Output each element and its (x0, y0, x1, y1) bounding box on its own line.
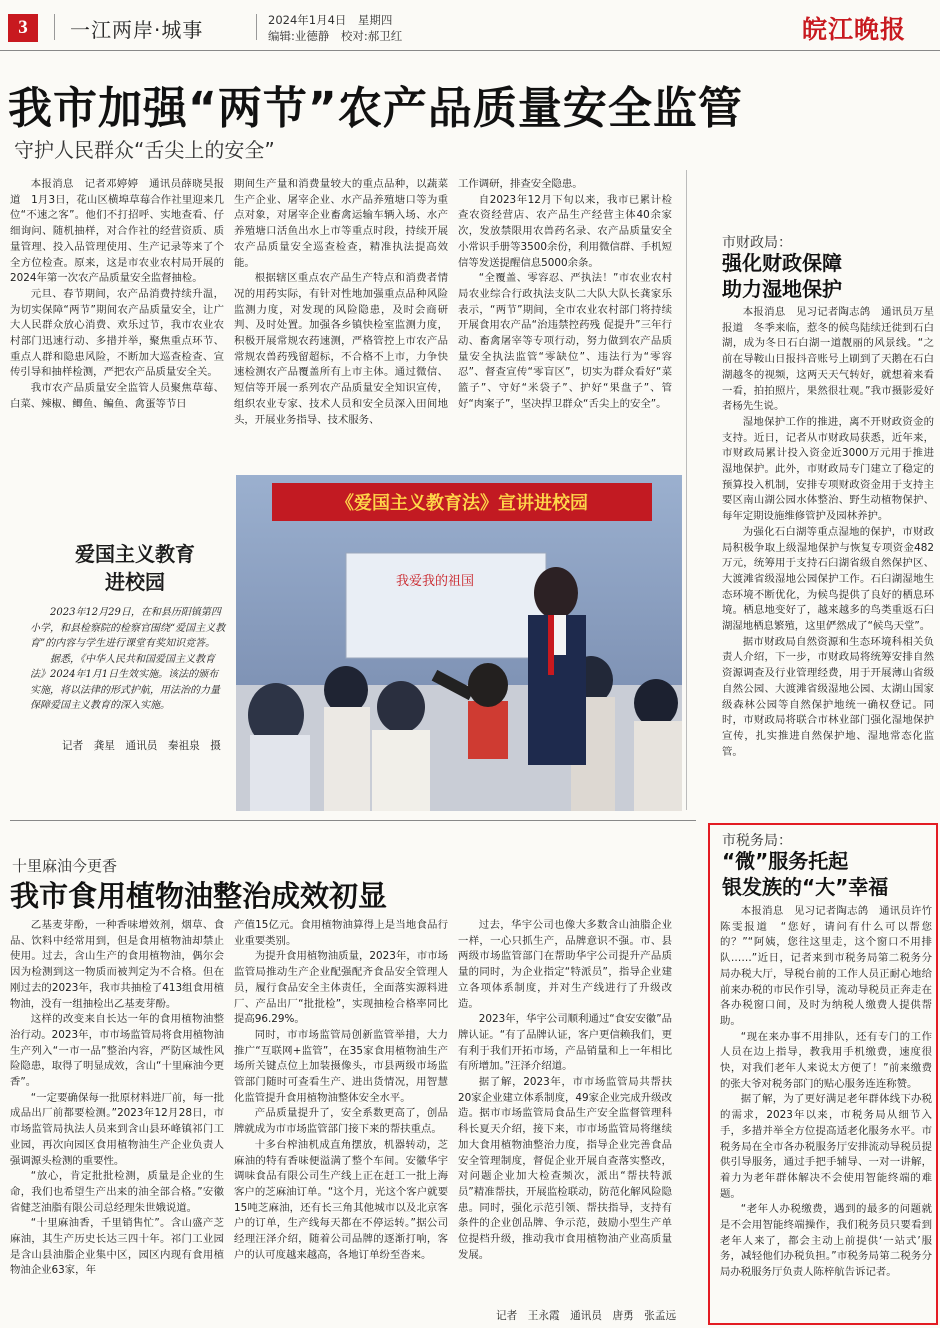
lead-column-2 (234, 177, 448, 439)
paragraph: 根据辖区重点农产品生产特点和消费者情况的用药实际，有针对性地加强重点品种风险监测力度，对发现的风险隐患，及时会商研判、及时处置。加强各乡镇快检室监测力度，积极开展常规农药速测，严格管控上市农产品常规农兽药残留超标，不合格不上市，力争快速检测农产品覆盖所有上市主体。通过微信、短信等开展一系列农产品质量安全知识宣传，组织农业专家、技术人员和安全员深入田间地头，开展业务指导、技术服务、 (234, 272, 448, 426)
paragraph: “全覆盖、零容忍、严执法！”市农业农村局农业综合行政执法支队二大队大队长龚家乐表示，“两节”期间，全市农业农村部门将持续开展食用农产品“治违禁控药残 促提升”三年行动、畜禽屠宰等专项行动，努力做到农产品质量安全执法监管“零缺位”、违法行为“零容忍”、督查宣传“零盲区”，切实为群众看好“菜篮子”、守好“米袋子”、护好“果盘子”、管好“肉案子”，坚决捍卫群众“舌尖上的安全”。 (458, 272, 672, 410)
paragraph: 过去，华宇公司也像大多数含山油脂企业一样，一心只抓生产，品牌意识不强。市、县两级市场监管部门在帮助华宇公司提升产品质量的同时，为企业指定“特派员”，指导企业建立各项体系制度，并对生产线进行了升级改造。 (458, 919, 672, 1010)
paragraph: 为提升食用植物油质量，2023年，市市场监管局推动生产企业配强配齐食品安全管理人员，履行食品安全主体责任，全面落实源料进厂、产品出厂“批批检”，实现抽检合格率同比提高96.29%。 (234, 950, 448, 1026)
oil-column-2 (234, 918, 448, 1326)
oil-headline: 我市食用植物油整治成效初显 (10, 879, 388, 913)
lead-column-3 (458, 177, 672, 439)
masthead-logo: 皖江晚报 (802, 15, 907, 44)
tax-label: 市税务局： (722, 833, 792, 849)
paragraph: 本报消息 见习记者陶志鸽 通讯员万星报道 冬季来临，惹冬的候鸟陆续迁徙到石白湖，成为冬日石白湖一道靓丽的风景线。“之前在导鞍山日报抖音账号上刷到了天鹅在石白湖越冬的视频，这两天天气转好，就想着来看一看，拍拍照片，果然很壮观。”我市摄影爱好者杨先生说。 (722, 306, 934, 413)
paragraph: 湿地保护工作的推进，离不开财政资金的支持。近日，记者从市财政局获悉，近年来，市财政局累计投入资金近3000万元用于推进湿地保护。此外，市财政局专门建立了稳定的预算投入机制，安排专项财政资金用于支持主要区南山湖公园水体整治、野生动植物保护、每年定期设施维修管护及园林养护。 (722, 415, 934, 523)
paragraph: “老年人办税缴费，遇到的最多的问题就是不会用智能终端操作，我们税务员只要看到老年人来了，都会主动上前提供‘一站式’服务，减轻他们办税负担。”市税务局第二税务分局办税服务厅负责人陈梓航告诉记者。 (720, 1203, 932, 1279)
news-photo (236, 475, 682, 811)
paragraph: 我市农产品质量安全监管人员聚焦草莓、白菜、辣椒、鲫鱼、鳊鱼、禽蛋等节日 (10, 382, 224, 410)
finance-headline-line2: 助力湿地保护 (722, 277, 842, 301)
paragraph: 同时，市市场监管局创新监管举措，大力推广“互联网+监管”，在35家食用植物油生产场所关键点位上加装摄像头，市县两级市场监管部门随时可查看生产、进出货情况，用智慧化监管提升食用植物油整体安全水平。 (234, 1028, 448, 1104)
photo-banner-text: 《爱国主义教育法》宣讲进校园 (336, 493, 588, 514)
paragraph: 自2023年12月下旬以来，我市已累计检查农资经营店、农产品生产经营主体40余家次，发放禁限用农兽药名录、农产品质量安全小常识手册等3500余份，利用微信群、手机短信等发送提醒信息5000余条。 (458, 193, 672, 269)
tax-headline-line2: 银发族的“大”幸福 (722, 875, 889, 899)
board-text: 我爱我的祖国 (396, 574, 475, 589)
paragraph: 十多台榨油机成直角摆放，机器转动，芝麻油的特有香味便溢满了整个车间。安徽华宇调味食品有限公司生产线上正在赶工一批上海客户的芝麻油订单。“这个月，光这个客户就要15吨芝麻油，还有长三角其他城市以及北京客户的订单，生产线每天都在不停运转。”据公司经理汪泽介绍，随着公司品牌的逐渐打响，客户的认可度越来越高，各地订单纷至沓来。 (234, 1138, 448, 1261)
paragraph: “放心，肯定批批检测，质量是企业的生命，我们也希望生产出来的油全部合格。”安徽省健芝油脂有限公司总经理朱世娥说道。 (10, 1170, 224, 1214)
tax-headline-line1: “微”服务托起 (722, 849, 849, 873)
paragraph: 2023年，华宇公司顺利通过“食安安徽”品牌认证。“有了品牌认证，客户更信赖我们，更有利于我们开拓市场，产品销量和上一年相比有所增加。”汪泽介绍道。 (458, 1013, 672, 1073)
caption-paragraph: 据悉，《中华人民共和国爱国主义教育法》2024年1月1日生效实施。该法的颁布实施，将以法律的形式护航，用法治的力量保障爱国主义教育的深入实施。 (30, 653, 220, 711)
paragraph: 产品质量提升了，安全系数更高了，创品牌就成为市市场监管部门接下来的帮扶重点。 (234, 1107, 448, 1136)
paragraph: 本报消息 记者邓婷婷 通讯员薛晓昊报道 1月3日，花山区横埠草莓合作社里迎来几位“不速之客”。他们不打招呼、实地查看、仔细询问、随机抽样，对合作社的经营资质、质量管理、投入品管理使用、生产记录等来了个全方位检查。原来，这是市农业农村局开展的2024年第一次农产品质量安全监督抽检。 (10, 178, 224, 285)
caption-headline-line2: 进校园 (105, 570, 165, 594)
caption-body (30, 605, 228, 714)
header-rule (0, 50, 940, 51)
paragraph: 元旦、春节期间，农产品消费持续升温，为切实保障“两节”期间农产品质量安全，让广大人民群众放心消费、欢乐过节，我市农业农村部门迅速行动、多措并举，聚焦重点环节、重点人群和隐患风险，不断加大巡查检查、宣传引导和抽样检测，严把农产品质量安全关。 (10, 287, 224, 379)
paragraph: 据市财政局自然资源和生态环境科相关负责人介绍，下一步，市财政局将统筹安排自然资源调查及行业管理经费，用于开展薄山省级自然公园、大渡滩省级湿地公园、太湖山国家级森林公园等自然保护地统一确权登记。同时，市财政局将联合市林业部门强化湿地保护宣传，扎实推进自然保护地、湿地常态化监管。 (722, 635, 934, 758)
photo-credit: 记者 龚星 通讯员 秦祖泉 摄 (62, 740, 221, 752)
section-name: 一江两岸·城事 (70, 18, 204, 42)
finance-label: 市财政局： (722, 235, 792, 251)
tax-body (720, 904, 932, 1322)
editors-line: 编辑:业德静 校对:郝卫红 (268, 29, 403, 43)
oil-column-1 (10, 918, 224, 1326)
paragraph: 为强化石白湖等重点湿地的保护，市财政局积极争取上级湿地保护与恢复专项资金482万元，统筹用于支持石臼湖省级自然保护区、大渡滩省级湿地公园保护工作。石臼湖湿地生态环境不断优化，为候鸟提供了良好的栖息环境。栖息地变好了，越来越多的鸟类重返石臼湖湿地栖息繁殖，这里俨然成了“候鸟天堂”。 (722, 525, 934, 633)
section-rule (10, 820, 696, 821)
caption-headline (60, 540, 210, 596)
paragraph: 工作调研，排查安全隐患。 (458, 178, 583, 190)
finance-headline-line1: 强化财政保障 (722, 251, 842, 275)
caption-headline-line1: 爱国主义教育 (75, 542, 195, 566)
paragraph: 乙基麦芽酚，一种香味增效剂，烟草、食品、饮料中经常用到，但是食用植物油却禁止使用。过去，含山生产的食用植物油，偶尔会因为检测到这一物质而被判定为不合格。但在刚过去的2023年，我市共抽检了413组食用植物油，没有一组抽检出乙基麦芽酚。 (10, 919, 224, 1010)
paragraph: 据了解，2023年，市市场监管局共帮扶20家企业建立体系制度，49家企业完成升级改造。据市市场监管局食品生产安全监督管理科科长夏天介绍，接下来，市市场监管局将继续加大食用植物油整治力度，指导企业完善食品安全管理制度，督促企业开展自查落实整改，对问题企业加大检查频次，派出“帮扶特派员”精准帮扶，开展监检联动，防范化解风险隐患。同时，强化示范引领、帮扶指导，支持有条件的企业创品牌、争示范，鼓励小型生产单位提档升级，推动我市食用植物油产业高质量发展。 (458, 1076, 672, 1261)
column-divider (686, 170, 687, 810)
oil-column-3 (458, 918, 672, 1308)
date-line: 2024年1月4日 星期四 (268, 13, 393, 27)
paragraph: 产值15亿元。食用植物油算得上是当地食品行业重要类别。 (234, 919, 448, 947)
paragraph: 据了解，为了更好满足老年群体线下办税的需求，2023年以来，市税务局从细节入手，多措并举全方位提高适老化服务水平。市税务局在全市各办税服务厅安排流动导税员提供引导服务，通过手把手辅导、一对一讲解，着力为老年群体解决不会使用智能终端的难题。 (720, 1093, 932, 1200)
oil-kicker: 十里麻油今更香 (12, 857, 118, 875)
lead-column-1 (10, 177, 224, 439)
paragraph: “现在来办事不用排队，还有专门的工作人员在边上指导，教我用手机缴费，速度很快，对我们老年人来说太方便了！”前来缴费的张大爷对税务部门的贴心服务连连称赞。 (720, 1030, 932, 1090)
lead-subheadline: 守护人民群众“舌尖上的安全” (14, 138, 275, 162)
lead-headline: 我市加强“两节”农产品质量安全监管 (8, 83, 743, 134)
oil-credit: 记者 王永霞 通讯员 唐勇 张孟远 (496, 1310, 677, 1322)
paragraph: 本报消息 见习记者陶志鸽 通讯员许竹 陈雯报道 “您好，请问有什么可以帮您的？”“阿姨，您往这里走，这个窗口不用排队……”近日，记者来到市税务局第二税务分局办税大厅，导税台前的工作人员正耐心地给前来办税的市民作引导，流动导税员正奔走在各办税窗口间，及时为纳税人缴费人提供帮助。 (720, 905, 932, 1027)
header-divider (256, 14, 257, 40)
paragraph: “十里麻油香，千里销售忙”。含山盛产芝麻油，其生产历史长达三四十年。祁门工业园是含山县油脂企业集中区，园区内现有食用植物油企业63家，年 (10, 1217, 224, 1277)
header-meta (268, 12, 402, 44)
finance-body (722, 305, 934, 805)
paragraph: “一定要确保每一批原材料进厂前，每一批成品出厂前都要检测。”2023年12月28日，市市场监管局执法人员来到含山县环峰镇祁门工业园，再次向园区食用植物油生产企业负责人强调源头检测的重要性。 (10, 1091, 224, 1167)
paragraph: 这样的改变来自长达一年的食用植物油整治行动。2023年，市市场监管局将食用植物油生产列入“一市一品”整治内容，严防区域性风险隐患，取得了明显成效，含山“十里麻油今更香”。 (10, 1013, 224, 1089)
header-divider (54, 14, 55, 40)
page-number: 3 (8, 14, 38, 42)
classroom-photo-illustration (236, 475, 682, 811)
caption-paragraph: 2023年12月29日，在和县历阳镇第四小学，和县检察院的检察官围绕“爱国主义教育”的内容与学生进行课堂有奖知识竞答。 (30, 607, 226, 649)
paragraph: 期间生产量和消费量较大的重点品种，以蔬菜生产企业、屠宰企业、水产品养殖塘口等为重点对象，对屠宰企业畜禽运输车辆入场、水产养殖塘口活鱼出水上市等重点时段，持续开展农产品质量安全巡查检查，精准执法提高效能。 (234, 178, 448, 269)
